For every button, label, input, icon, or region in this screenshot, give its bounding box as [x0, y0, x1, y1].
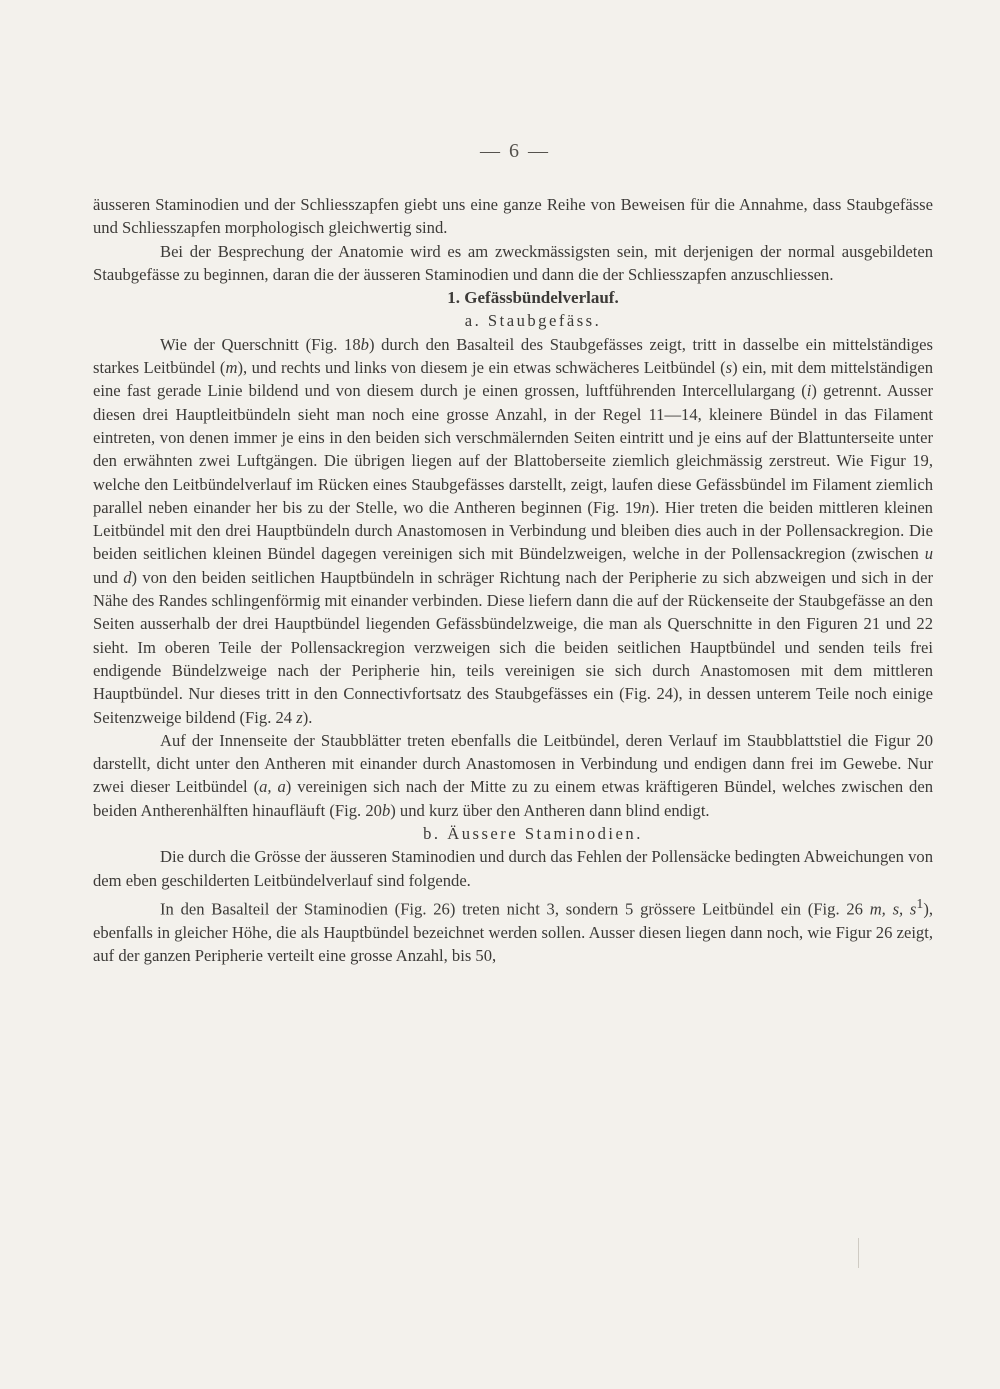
p3-italic: n [641, 497, 650, 517]
p6-text: In den Basalteil der Staminodien (Fig. 26) treten nicht 3, sondern 5 grössere Leitbündel ein (Fig. 26 [160, 899, 870, 919]
section-heading: 1. Gefässbündelverlauf. [447, 288, 619, 308]
p6-superscript: 1 [916, 895, 924, 911]
paragraph-1: äusseren Staminodien und der Schliesszapfen giebt uns eine ganze Reihe von Beweisen für die Annahme, dass Staubgefässe und Schliesszapfen morphologisch gleichwertig sind. [93, 195, 933, 238]
p3-italic: i [806, 381, 812, 401]
page-number: — 6 — [480, 140, 550, 162]
paragraph-3 [93, 333, 933, 729]
p4-italic: b [381, 800, 391, 820]
p3-text: ). Hier treten die beiden mittleren kleinen Leitbündel mit den drei Hauptbündeln durch Anastomosen in Verbindung und bleiben dies auch in der Pollensackregion. Die beiden seitlichen kleinen Bündel dagegen vereinigen sich mit Bündelzweigen, welche in der Pollensackregion (zwischen [93, 497, 933, 564]
paragraph-4 [93, 729, 933, 822]
paragraph-2: Bei der Besprechung der Anatomie wird es am zweckmässigsten sein, mit derjenigen der normal ausgebildeten Staubgefässe zu beginnen, daran die der äusseren Staminodien und dann die der Schliesszapfen anzuschliessen. [93, 241, 933, 284]
subsection-heading-b: b. Äussere Staminodien. [423, 824, 643, 844]
p3-text: ). [302, 707, 313, 727]
p3-text: ) von den beiden seitlichen Hauptbündeln in schräger Richtung nach der Peripherie zu sich abzweigen und sich in der Nähe des Randes schlingenförmig mit einander verbinden. Diese liefern dann die auf der Rückenseite der Staubgefässe an den Seiten ausserhalb der drei Hauptbündel liegenden Gefässbündelzweige, die man als Querschnitte in den Figuren 21 und 22 sieht. Im oberen Teile der Pollensackregion verzweigen sich die beiden seitlichen Hauptbündel und senden teils frei endigende Bündelzweige nach der Peripherie hin, teils vereinigen sie sich durch Anastomosen mit dem mittleren Hauptbündel. Nur dieses tritt in den Connectivfortsatz des Staubgefässes ein (Fig. 24), in dessen unterem Teile noch einige Seitenzweige bildend (Fig. 24 [93, 567, 933, 727]
p4-text: ) vereinigen sich nach der Mitte zu zu einem etwas kräftigeren Bündel, welches zwischen den beiden Antherenhälften hinaufläuft (Fig. 20 [93, 777, 934, 820]
subsection-heading-a: a. Staubgefäss. [464, 311, 602, 331]
p4-italic: a, a [259, 777, 286, 797]
p3-italic: d [123, 567, 132, 587]
paragraph-6 [93, 892, 933, 967]
p4-text: ) und kurz über den Antheren dann blind endigt. [390, 800, 710, 820]
p3-text: ) ein, mit dem mittelständigen eine fast gerade Linie bildend und von diesem durch je einen grossen, luftführenden Intercellulargang ( [93, 358, 933, 401]
p3-italic: m [225, 358, 238, 378]
p3-text: Wie der Querschnitt (Fig. 18 [160, 334, 361, 354]
margin-mark [858, 1238, 859, 1268]
p3-italic: b [360, 334, 369, 354]
p6-italic: m, s, s [869, 899, 917, 919]
p3-italic: u [924, 544, 933, 564]
p3-text: ), und rechts und links von diesem je ein etwas schwächeres Leitbündel ( [237, 358, 726, 378]
body-text [93, 193, 933, 967]
paragraph-5: Die durch die Grösse der äusseren Staminodien und durch das Fehlen der Pollensäcke bedingten Abweichungen von dem eben geschilderten Leitbündelverlauf sind folgende. [93, 847, 933, 890]
p3-text: ) getrennt. Ausser diesen drei Hauptleitbündeln sieht man noch eine grosse Anzahl, in der Regel 11—14, kleinere Bündel in das Filament eintreten, von denen immer je eins in den beiden sich verschmälernden Seiten eintritt und je eins auf der Blattunterseite unter den erwähnten zwei Luftgängen. Die übrigen liegen auf der Blattoberseite ziemlich gleichmässig zerstreut. Wie Figur 19, welche den Leitbündelverlauf im Rücken eines Staubgefässes darstellt, zeigt, laufen diese Gefässbündel im Filament ziemlich parallel neben einander her bis zu der Stelle, wo die Antheren beginnen (Fig. 19 [93, 381, 933, 517]
p4-text: Auf der Innenseite der Staubblätter treten ebenfalls die Leitbündel, deren Verlauf im Staubblattstiel die Figur 20 darstellt, dicht unter den Antheren mit einander durch Anastomosen in Verbindung und endigen dann frei im Gewebe. Nur zwei dieser Leitbündel ( [93, 730, 933, 797]
p3-italic: s [725, 358, 733, 378]
p3-text: ) durch den Basalteil des Staubgefässes zeigt, tritt in dasselbe ein mittelständiges starkes Leitbündel ( [93, 334, 933, 378]
p3-italic: z [296, 707, 303, 727]
p6-text: ), ebenfalls in gleicher Höhe, die als Hauptbündel bezeichnet werden sollen. Ausser diesen liegen dann noch, wie Figur 26 zeigt, auf der ganzen Peripherie verteilt eine grosse Anzahl, bis 50, [93, 899, 933, 966]
p3-text: und [93, 567, 124, 587]
